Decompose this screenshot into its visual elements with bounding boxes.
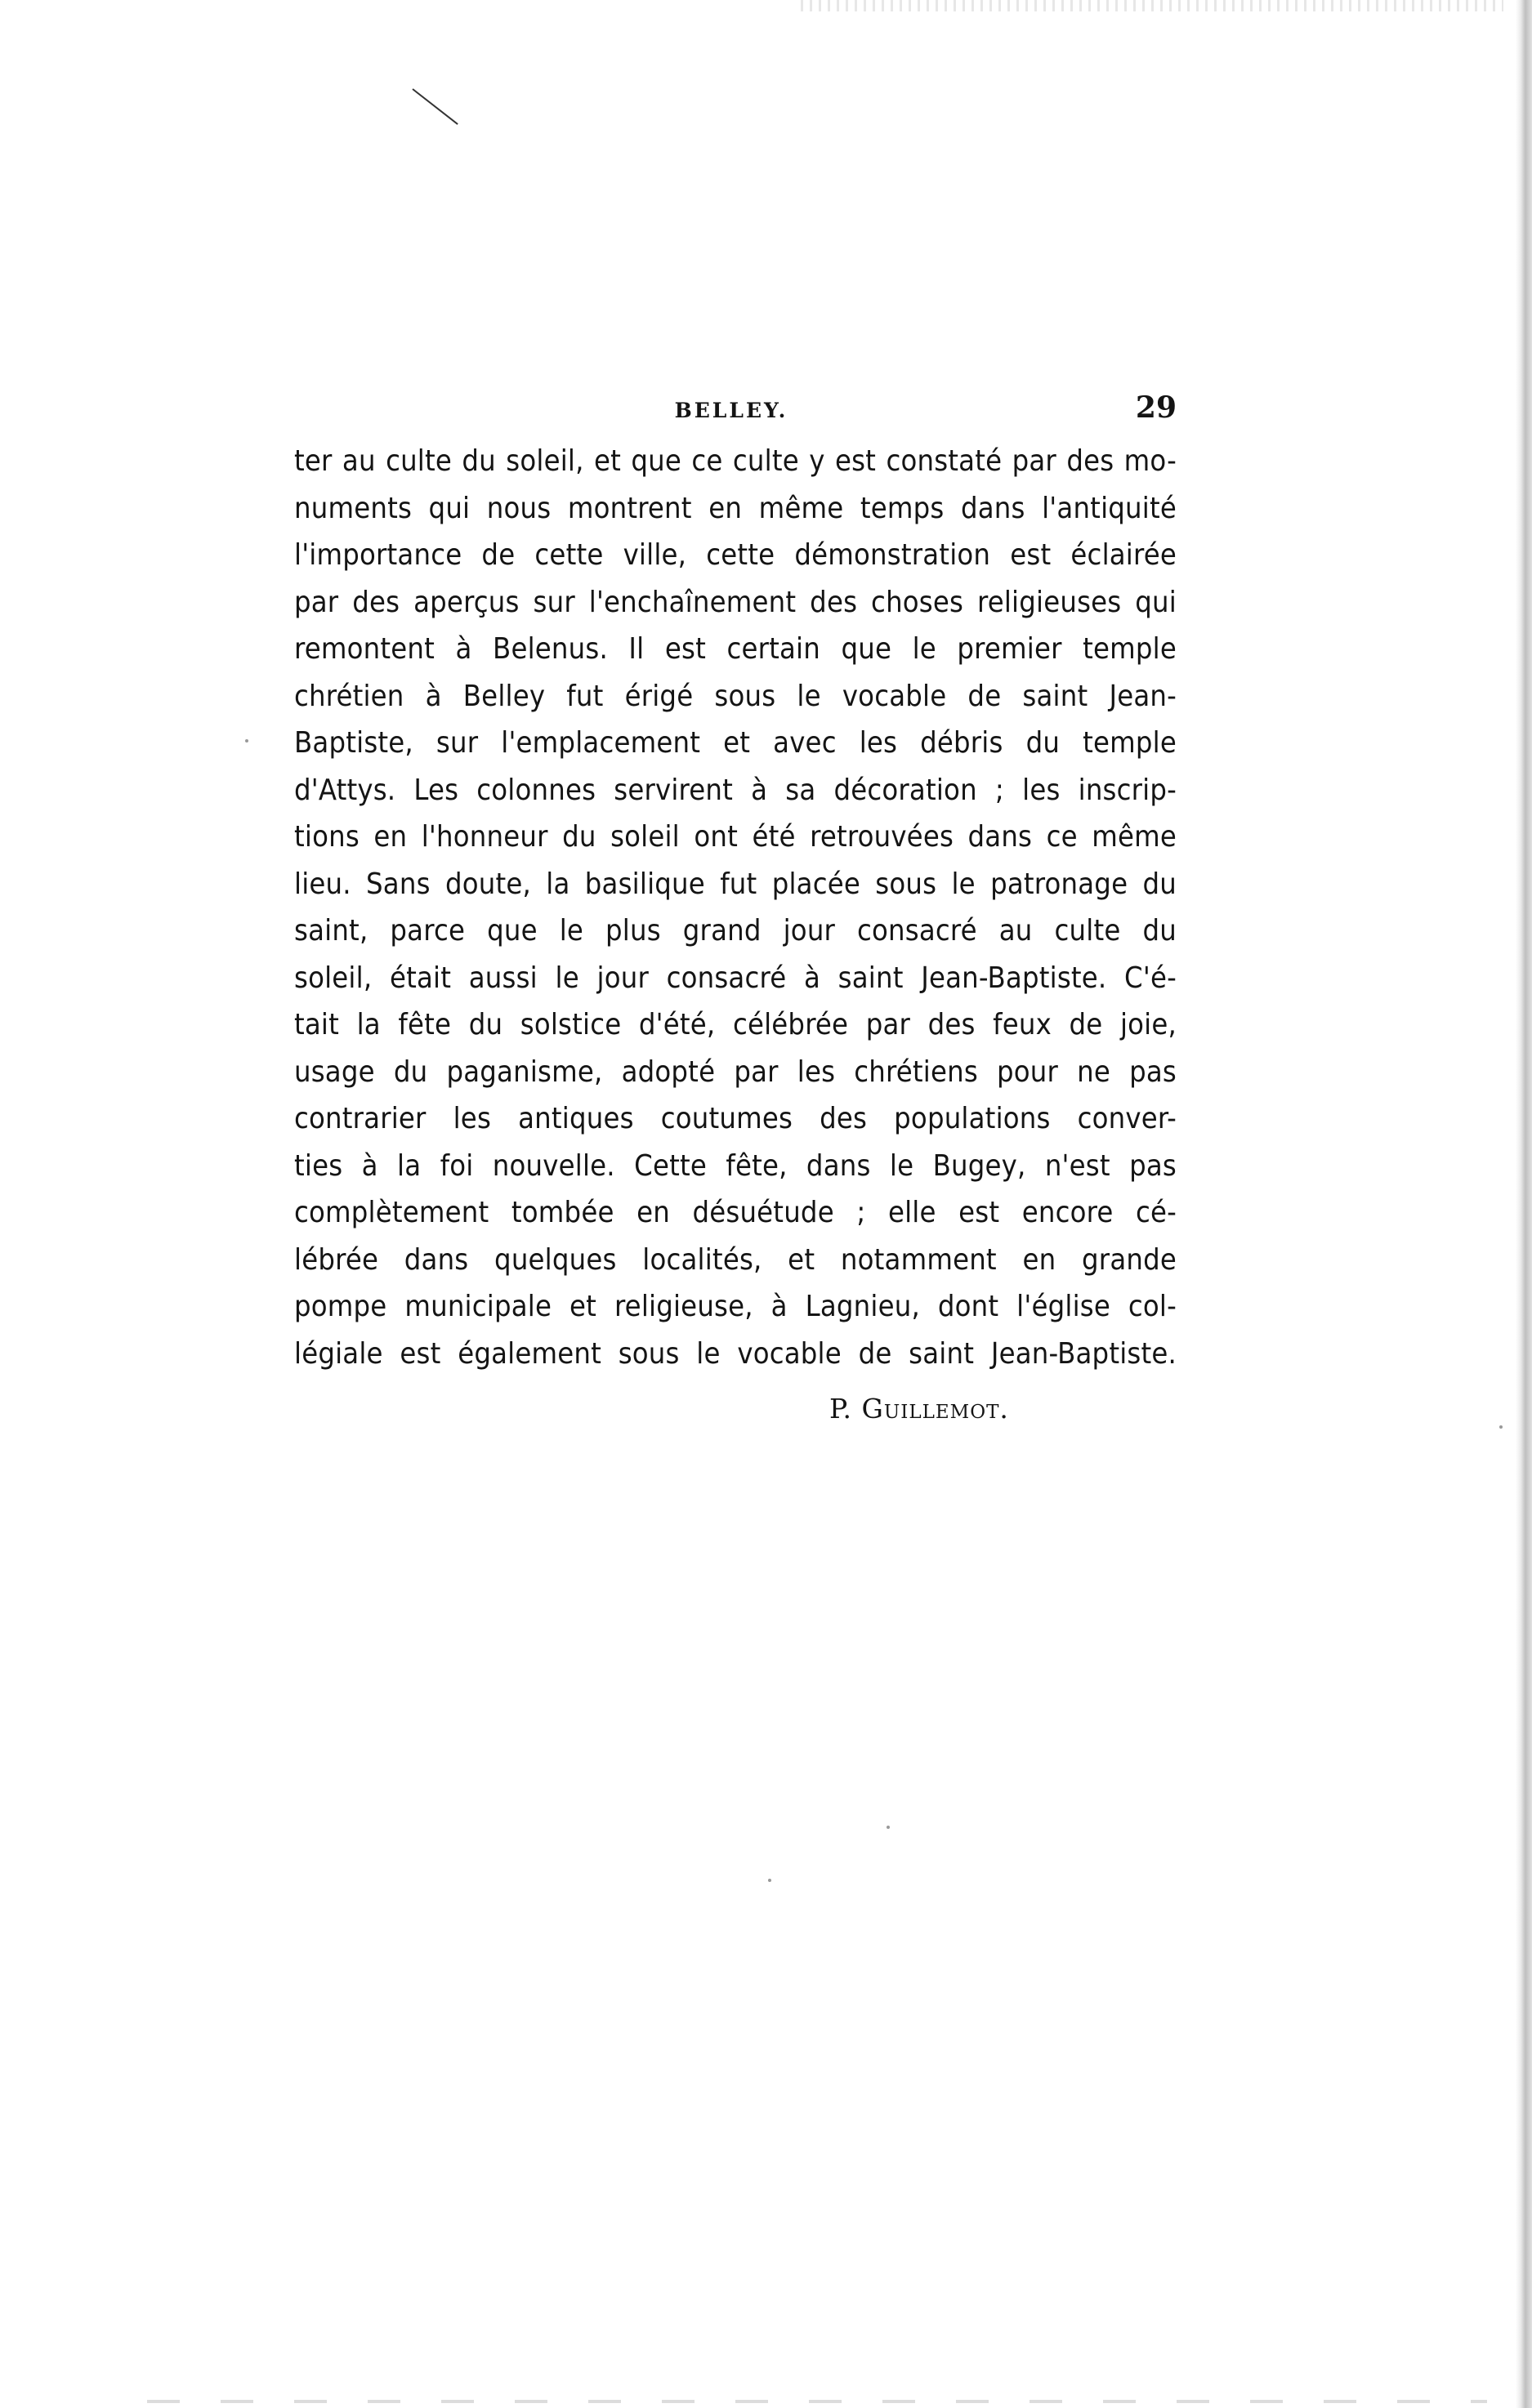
body-text (294, 438, 1177, 1377)
text-line: remontent à Belenus. Il est certain que le premier temple (294, 632, 1177, 666)
text-line: l'importance de cette ville, cette démonstration est éclairée (294, 538, 1177, 572)
text-line: légiale est également sous le vocable de saint Jean-Baptiste. (294, 1336, 1177, 1371)
scan-gutter (1516, 0, 1532, 2408)
text-line: par des aperçus sur l'enchaînement des choses religieuses qui (294, 585, 1177, 619)
scan-speck (887, 1826, 890, 1829)
text-line: chrétien à Belley fut érigé sous le vocable de saint Jean- (294, 679, 1177, 713)
text-line: numents qui nous montrent en même temps dans l'antiquité (294, 491, 1177, 525)
text-line: ter au culte du soleil, et que ce culte y est constaté par des mo- (294, 444, 1177, 478)
pencil-mark (412, 88, 458, 125)
text-line: lieu. Sans doute, la basilique fut placée sous le patronage du (294, 867, 1177, 901)
signature-name: Guillemot. (861, 1393, 1009, 1425)
text-line: ties à la foi nouvelle. Cette fête, dans le Bugey, n'est pas (294, 1148, 1177, 1183)
text-line: soleil, était aussi le jour consacré à saint Jean-Baptiste. C'é- (294, 961, 1177, 995)
text-line: pompe municipale et religieuse, à Lagnieu, dont l'église col- (294, 1290, 1177, 1323)
author-signature (829, 1393, 1009, 1425)
scan-speck (245, 739, 248, 742)
scan-bottom-edge (147, 2400, 1487, 2403)
text-line: tions en l'honneur du soleil ont été retrouvées dans ce même (294, 820, 1177, 854)
running-title: BELLEY. (674, 399, 788, 422)
scan-speck (1499, 1425, 1503, 1429)
text-line: lébrée dans quelques localités, et notamment en grande (294, 1242, 1177, 1277)
page-number: 29 (1135, 390, 1177, 425)
text-line: complètement tombée en désuétude ; elle est encore cé- (294, 1196, 1177, 1229)
text-line: usage du paganisme, adopté par les chrétiens pour ne pas (294, 1055, 1177, 1089)
signature-initial: P. (829, 1393, 853, 1425)
text-line: Baptiste, sur l'emplacement et avec les débris du temple (294, 726, 1177, 760)
scan-speck (768, 1879, 771, 1882)
text-line: contrarier les antiques coutumes des populations conver- (294, 1102, 1177, 1135)
text-line: tait la fête du solstice d'été, célébrée par des feux de joie, (294, 1008, 1177, 1041)
text-line: d'Attys. Les colonnes servirent à sa décoration ; les inscrip- (294, 773, 1177, 807)
running-head (286, 390, 1177, 439)
text-line: saint, parce que le plus grand jour consacré au culte du (294, 914, 1177, 948)
scan-top-edge (801, 0, 1503, 11)
